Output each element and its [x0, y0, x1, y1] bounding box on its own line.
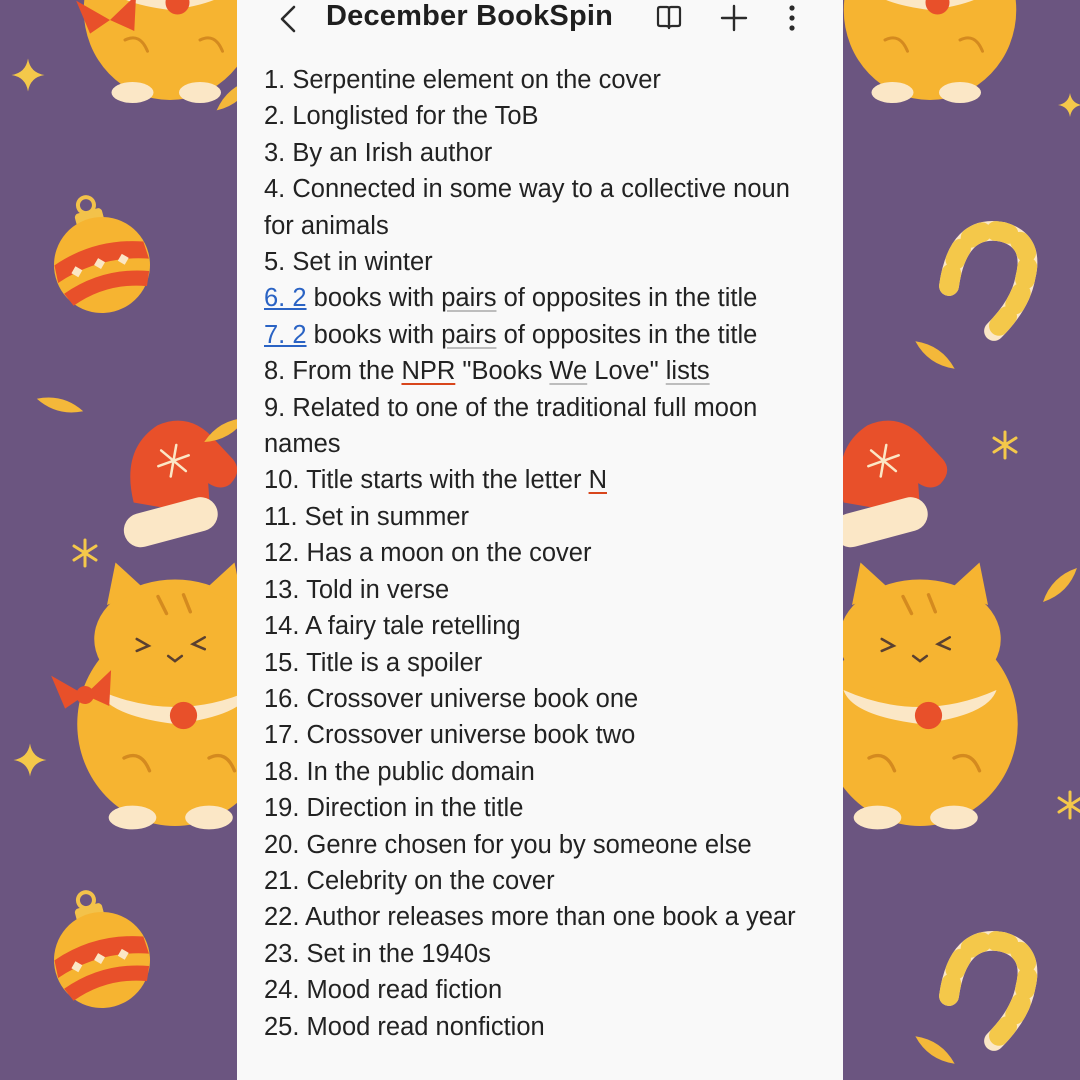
list-item-text: 3. By an Irish author [264, 138, 493, 167]
list-item-text: 24. Mood read fiction [264, 976, 503, 1005]
add-button[interactable] [718, 2, 750, 34]
back-icon [273, 2, 305, 36]
list-item-text: 19. Direction in the title [264, 794, 524, 823]
back-button[interactable] [273, 2, 305, 36]
list-item [264, 535, 824, 571]
list-item [264, 1009, 824, 1045]
list-item [264, 899, 824, 935]
list-item-text: 11. Set in summer [264, 502, 470, 531]
list-item-text: books with [306, 320, 442, 349]
list-item-text: Love" [587, 357, 666, 386]
list-item [264, 936, 824, 972]
list-item-text: 25. Mood read nonfiction [264, 1012, 545, 1041]
note-panel [237, 0, 843, 1080]
list-item-text: books with [306, 284, 442, 313]
list-item-text: 8. From the [264, 357, 402, 386]
list-item [264, 280, 824, 316]
list-item-text: 14. A fairy tale retelling [264, 612, 521, 641]
spellcheck-flag[interactable]: NPR [401, 357, 456, 386]
list-item [264, 681, 824, 717]
list-item-text: 23. Set in the 1940s [264, 939, 491, 968]
list-item [264, 645, 824, 681]
spellcheck-flag[interactable]: N [588, 466, 607, 495]
page-title: December BookSpin [326, 0, 614, 32]
list-item-text: "Books [455, 357, 550, 386]
list-item-text: 12. Has a moon on the cover [264, 539, 592, 568]
list-item-text: 20. Genre chosen for you by someone else [264, 830, 752, 859]
list-item-text: 17. Crossover universe book two [264, 721, 636, 750]
list-item [264, 754, 824, 790]
list-item-text: 15. Title is a spoiler [264, 648, 483, 677]
list-item-text: 22. Author releases more than one book a year [264, 903, 796, 932]
list-item [264, 717, 824, 753]
list-item-text: 4. Connected in some way to a collective noun for animals [264, 175, 790, 240]
grammar-flag[interactable]: We [549, 357, 588, 386]
list-item [264, 135, 824, 171]
list-item-text: 2. Longlisted for the ToB [264, 102, 539, 131]
book-reader-icon [653, 2, 685, 34]
item-link[interactable]: 7. 2 [264, 320, 307, 349]
list-item-text: 18. In the public domain [264, 757, 535, 786]
plus-icon [718, 2, 750, 34]
reader-mode-button[interactable] [653, 2, 685, 34]
list-item-text: 10. Title starts with the letter [264, 466, 589, 495]
list-item-text: 16. Crossover universe book one [264, 684, 639, 713]
list-item-text: 13. Told in verse [264, 575, 450, 604]
list-item [264, 317, 824, 353]
grammar-flag[interactable]: pairs [441, 320, 497, 349]
list-item-text: 9. Related to one of the traditional full moon names [264, 393, 758, 459]
list-item-text: 21. Celebrity on the cover [264, 866, 555, 895]
list-item [264, 608, 824, 644]
more-vertical-icon [776, 2, 808, 34]
grammar-flag[interactable]: pairs [441, 284, 497, 313]
list-item [264, 863, 824, 899]
list-item-text: of opposites in the title [496, 320, 758, 349]
item-link[interactable]: 6. 2 [264, 284, 307, 313]
list-item-text: 1. Serpentine element on the cover [264, 66, 661, 94]
list-item [264, 827, 824, 863]
list-item [264, 244, 824, 280]
list-item [264, 98, 824, 134]
list-item [264, 62, 824, 98]
list-item [264, 572, 824, 608]
list-item [264, 390, 824, 463]
list-item [264, 462, 824, 498]
list-item [264, 353, 824, 389]
list-item-text: 5. Set in winter [264, 248, 433, 277]
app-header [237, 0, 843, 42]
list-item [264, 790, 824, 826]
grammar-flag[interactable]: lists [665, 357, 710, 386]
list-item [264, 171, 824, 244]
more-options-button[interactable] [776, 2, 808, 34]
list-item-text: of opposites in the title [496, 284, 758, 313]
bookspin-prompt-list[interactable] [264, 62, 824, 1045]
list-item [264, 972, 824, 1008]
list-item [264, 499, 824, 535]
